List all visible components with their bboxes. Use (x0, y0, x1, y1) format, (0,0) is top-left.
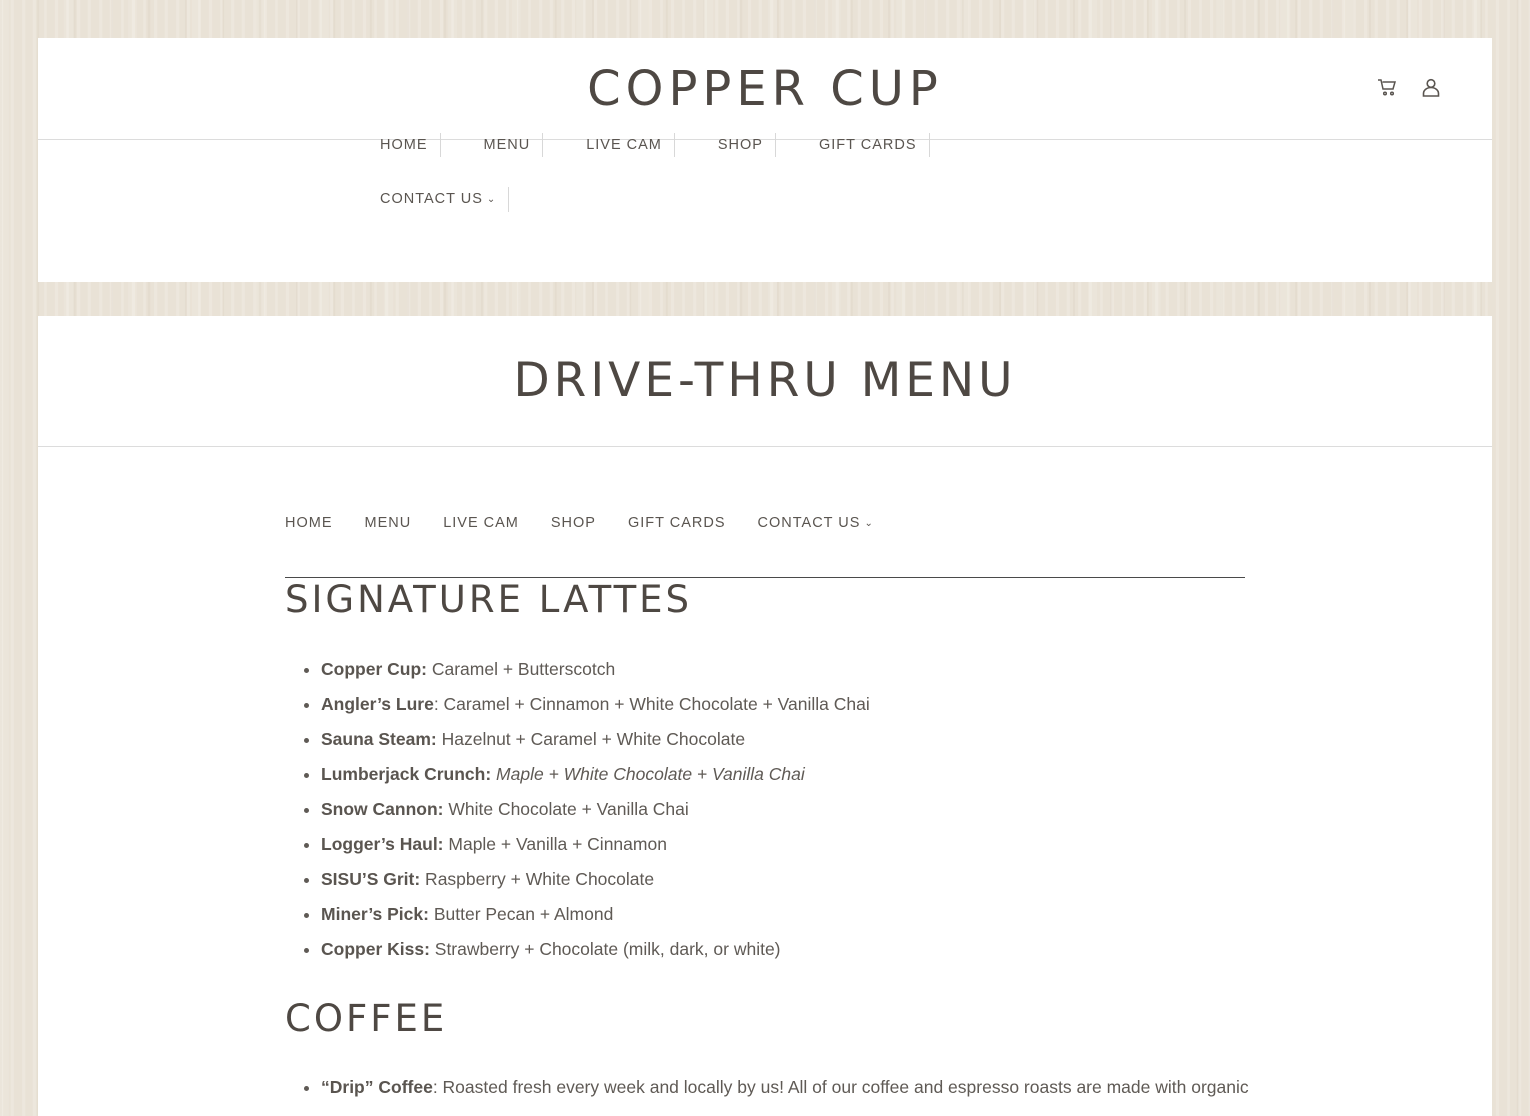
main-nav-row (380, 187, 980, 241)
subnav-gift-cards[interactable]: GIFT CARDS (627, 515, 726, 531)
item-name: Miner’s Pick: (321, 904, 429, 924)
nav-menu[interactable]: MENU (484, 133, 544, 157)
content-panel (38, 316, 1492, 1116)
cart-icon[interactable] (1376, 76, 1398, 98)
list-item (321, 862, 1261, 897)
nav-contact-us[interactable] (380, 187, 509, 212)
item-name: “Drip” Coffee (321, 1077, 433, 1097)
list-item (321, 897, 1261, 932)
item-name: Lumberjack Crunch: (321, 764, 492, 784)
item-description: Caramel + Butterscotch (426, 659, 616, 679)
chevron-down-icon: ⌄ (864, 518, 874, 529)
subnav-shop[interactable]: SHOP (550, 515, 596, 531)
list-item (321, 1070, 1261, 1105)
item-description: : Roasted fresh every week and locally by us! All of our coffee and espresso roasts are made with organic (432, 1077, 1249, 1097)
item-description: Raspberry + White Chocolate (420, 869, 655, 889)
item-name: SISU’S Grit: (321, 869, 421, 889)
nav-live-cam[interactable]: LIVE CAM (586, 133, 675, 157)
item-name: Copper Kiss: (321, 939, 430, 959)
item-description: Maple + White Chocolate + Vanilla Chai (491, 764, 805, 784)
signature-lattes-list (285, 652, 1261, 967)
coffee-list (285, 1070, 1261, 1105)
item-description: Butter Pecan + Almond (428, 904, 614, 924)
page-header (38, 316, 1492, 447)
item-name: Copper Cup: (321, 659, 427, 679)
list-item (321, 932, 1261, 967)
nav-shop[interactable]: SHOP (718, 133, 776, 157)
nav-home[interactable]: HOME (380, 133, 441, 157)
chevron-down-icon: ⌄ (486, 194, 497, 205)
header-icons (1376, 76, 1442, 98)
item-name: Sauna Steam: (321, 729, 437, 749)
list-item (321, 687, 1261, 722)
subnav-menu[interactable]: MENU (364, 515, 412, 531)
item-name: Snow Cannon: (321, 799, 444, 819)
subnav-contact-us[interactable] (758, 515, 874, 531)
item-description: : Caramel + Cinnamon + White Chocolate + Vanilla Chai (433, 694, 870, 714)
subnav-home[interactable]: HOME (285, 515, 333, 531)
item-description: Hazelnut + Caramel + White Chocolate (436, 729, 746, 749)
subnav-live-cam[interactable]: LIVE CAM (443, 515, 519, 531)
section-title-coffee: COFFEE (285, 997, 448, 1040)
main-navigation (380, 133, 980, 241)
list-item (321, 827, 1261, 862)
item-description: White Chocolate + Vanilla Chai (443, 799, 689, 819)
list-item (321, 757, 1261, 792)
main-nav-row (380, 133, 980, 187)
header-top-bar (38, 38, 1492, 140)
item-description: Strawberry + Chocolate (milk, dark, or white) (429, 939, 781, 959)
account-icon[interactable] (1420, 76, 1442, 98)
item-description: Maple + Vanilla + Cinnamon (443, 834, 667, 854)
sub-navigation (285, 515, 874, 531)
subnav-contact-us-label: CONTACT US (757, 515, 861, 531)
section-title-signature-lattes: SIGNATURE LATTES (285, 578, 693, 621)
list-item (321, 652, 1261, 687)
nav-contact-us-label: CONTACT US (380, 191, 483, 207)
list-item (321, 722, 1261, 757)
nav-gift-cards[interactable]: GIFT CARDS (819, 133, 930, 157)
item-name: Logger’s Haul: (321, 834, 444, 854)
item-name: Angler’s Lure (321, 694, 434, 714)
page-title: DRIVE-THRU MENU (513, 353, 1017, 408)
list-item (321, 792, 1261, 827)
site-title[interactable]: COPPER CUP (587, 61, 943, 117)
